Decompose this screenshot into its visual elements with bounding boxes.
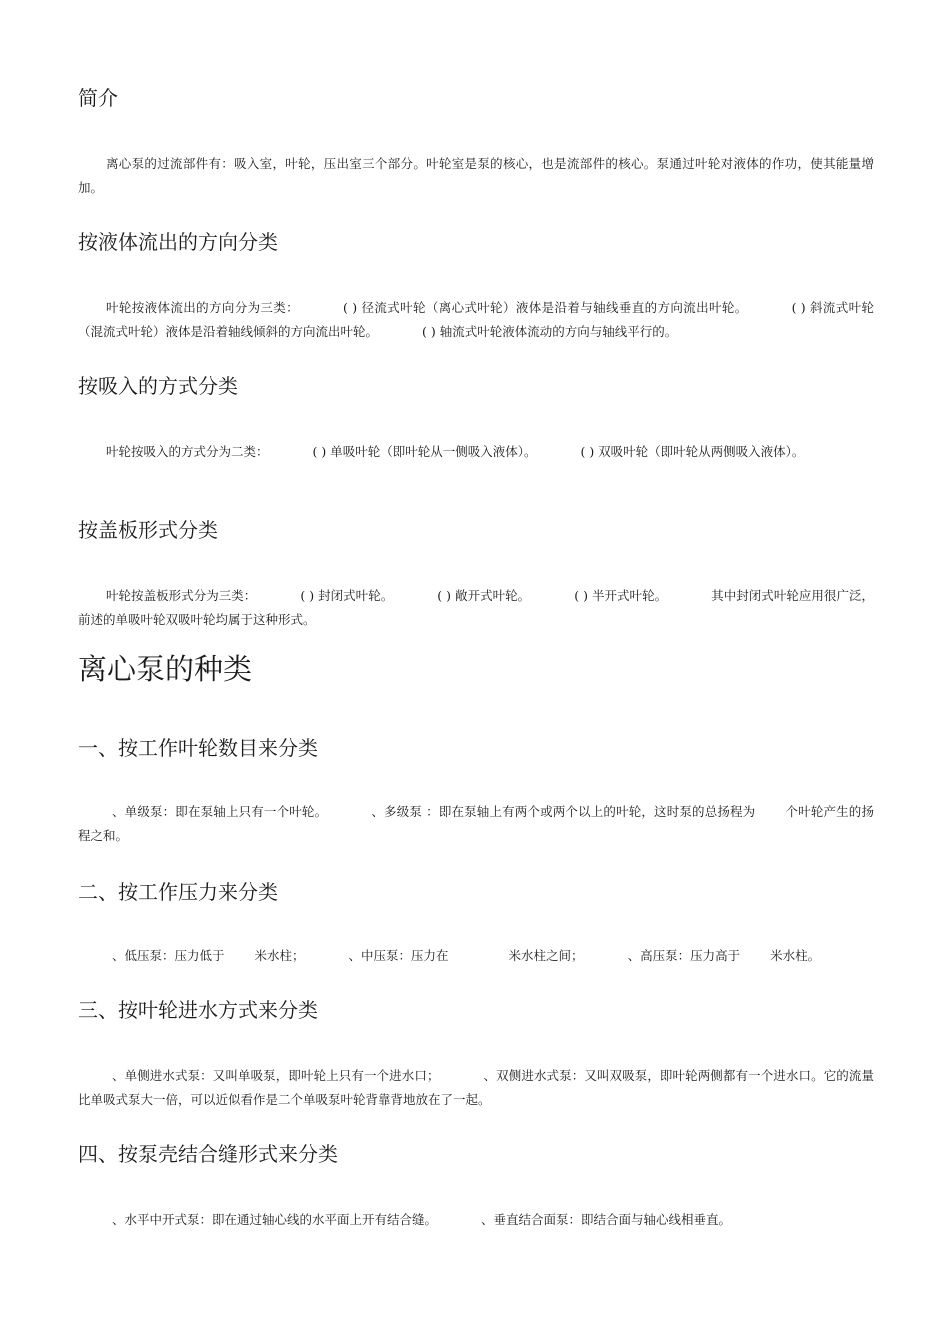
list-item: ( ) 轴流式叶轮液体流动的方向与轴线平行的。 bbox=[422, 324, 678, 339]
note-text: 其中封闭式叶轮应用很广泛，前述的单吸叶轮双吸叶轮均属于这种形式。 bbox=[78, 588, 875, 627]
list-item: ( ) 斜流式叶轮（混流式叶轮）液体是沿着轴线倾斜的方向流出叶轮。 bbox=[78, 300, 874, 339]
category-heading-impeller-count: 一、按工作叶轮数目来分类 bbox=[78, 736, 318, 760]
list-item-label: 、高压泵：压力高于 bbox=[627, 948, 741, 963]
lead-text: 叶轮按吸入的方式分为二类： bbox=[106, 444, 269, 459]
list-item: ( ) 敞开式叶轮。 bbox=[437, 588, 531, 603]
category-heading-pressure: 二、按工作压力来分类 bbox=[78, 880, 278, 904]
list-item: 个叶轮产生的扬程之和。 bbox=[78, 804, 874, 843]
list-item-unit: 米水柱之间； bbox=[508, 948, 584, 963]
page-title: 离心泵的种类 bbox=[78, 652, 253, 686]
lead-text: 叶轮按盖板形式分为三类： bbox=[106, 588, 257, 603]
list-item: ( ) 径流式叶轮（离心式叶轮）液体是沿着与轴线垂直的方向流出叶轮。 bbox=[343, 300, 748, 315]
section-heading-intro: 简介 bbox=[78, 86, 118, 110]
paragraph-casing-joint bbox=[78, 1208, 874, 1232]
paragraph-by-outflow bbox=[78, 296, 874, 344]
paragraph-by-suction bbox=[78, 440, 874, 464]
paragraph-intro: 离心泵的过流部件有：吸入室，叶轮，压出室三个部分。叶轮室是泵的核心，也是流部件的核心。泵通过叶轮对液体的作功，使其能量增加。 bbox=[78, 156, 874, 195]
category-heading-inlet: 三、按叶轮进水方式来分类 bbox=[78, 998, 318, 1022]
paragraph-by-cover bbox=[78, 584, 874, 632]
list-item: 、双侧进水式泵：又叫双吸泵，即叶轮两侧都有一个进水口。它的流量比单吸式泵大一倍，可以近似看作是二个单吸泵叶轮背靠背地放在了一起。 bbox=[78, 1068, 874, 1107]
list-item: ( ) 双吸叶轮（即叶轮从两侧吸入液体）。 bbox=[580, 444, 805, 459]
section-heading-by-suction: 按吸入的方式分类 bbox=[78, 374, 238, 398]
section-heading-by-outflow: 按液体流出的方向分类 bbox=[78, 230, 278, 254]
section-heading-by-cover: 按盖板形式分类 bbox=[78, 518, 218, 542]
list-item: 、单侧进水式泵：又叫单吸泵，即叶轮上只有一个进水口； bbox=[112, 1068, 440, 1083]
list-item: ( ) 封闭式叶轮。 bbox=[300, 588, 394, 603]
list-item: 、垂直结合面泵：即结合面与轴心线相垂直。 bbox=[481, 1212, 732, 1227]
lead-text: 叶轮按液体流出的方向分为三类： bbox=[106, 300, 300, 315]
paragraph-pressure bbox=[78, 944, 874, 968]
list-item: 、多级泵 ：即在泵轴上有两个或两个以上的叶轮，这时泵的总扬程为 bbox=[371, 804, 756, 819]
paragraph-inlet bbox=[78, 1064, 874, 1112]
list-item-unit: 米水柱； bbox=[254, 948, 305, 963]
paragraph-impeller-count bbox=[78, 800, 874, 848]
category-heading-casing-joint: 四、按泵壳结合缝形式来分类 bbox=[78, 1142, 338, 1166]
list-item-label: 、低压泵：压力低于 bbox=[112, 948, 225, 963]
list-item-label: 、中压泵：压力在 bbox=[348, 948, 449, 963]
list-item: 、水平中开式泵：即在通过轴心线的水平面上开有结合缝。 bbox=[112, 1212, 438, 1227]
list-item-unit: 米水柱。 bbox=[770, 948, 821, 963]
list-item: ( ) 单吸叶轮（即叶轮从一侧吸入液体）。 bbox=[312, 444, 537, 459]
list-item: 、单级泵：即在泵轴上只有一个叶轮。 bbox=[112, 804, 328, 819]
list-item: ( ) 半开式叶轮。 bbox=[574, 588, 668, 603]
